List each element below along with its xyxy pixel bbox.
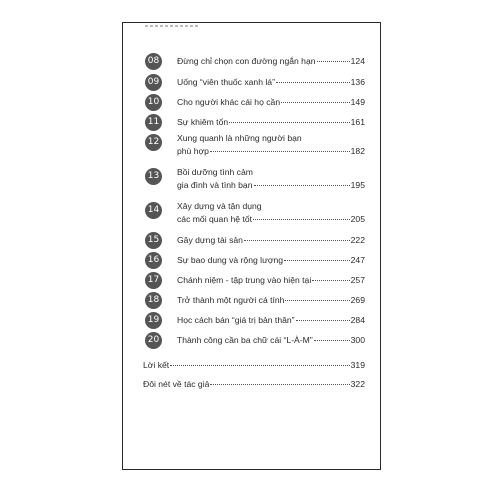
chapter-title: Đừng chỉ chọn con đường ngắn hạn bbox=[177, 56, 316, 66]
dot-leader bbox=[296, 320, 350, 321]
chapter-title: Chánh niệm - tập trung vào hiện tại bbox=[177, 275, 312, 285]
chapter-title: Học cách bán “giá trị bản thân” bbox=[177, 315, 295, 325]
chapter-number-badge: 14 bbox=[145, 202, 162, 219]
toc-line bbox=[177, 295, 365, 305]
chapter-number-badge: 12 bbox=[145, 134, 162, 151]
chapter-title: Sự khiêm tốn bbox=[177, 117, 229, 127]
toc-line bbox=[177, 275, 365, 285]
chapter-number-badge: 08 bbox=[145, 53, 162, 70]
chapter-number-badge: 19 bbox=[145, 312, 162, 329]
dot-leader bbox=[314, 340, 350, 341]
toc-line bbox=[177, 117, 365, 127]
chapter-title: Xung quanh là những người bạn bbox=[177, 133, 302, 143]
chapter-title: Gây dựng tài sản bbox=[177, 235, 243, 245]
chapter-title: Bồi dưỡng tình cảm bbox=[177, 167, 253, 177]
toc-line bbox=[177, 214, 365, 224]
page-number: 124 bbox=[350, 56, 365, 66]
page-number: 161 bbox=[350, 117, 365, 127]
chapter-number-badge: 10 bbox=[145, 94, 162, 111]
toc-line bbox=[177, 235, 365, 245]
chapter-number-badge: 11 bbox=[145, 114, 162, 131]
chapter-title: phù hợp bbox=[177, 146, 209, 156]
dot-leader bbox=[312, 280, 349, 281]
toc-line bbox=[177, 315, 365, 325]
toc-line bbox=[177, 77, 365, 87]
chapter-number-badge: 15 bbox=[145, 232, 162, 249]
toc-line bbox=[177, 97, 365, 107]
book-page bbox=[122, 22, 381, 470]
section-title: Lời kết bbox=[143, 360, 170, 370]
dot-leader bbox=[317, 61, 350, 62]
page-number: 322 bbox=[350, 379, 365, 389]
chapter-title: Xây dựng và tận dụng bbox=[177, 201, 262, 211]
page-number: 195 bbox=[350, 180, 365, 190]
toc-line bbox=[177, 146, 365, 156]
chapter-number-badge: 17 bbox=[145, 272, 162, 289]
page-number: 222 bbox=[350, 235, 365, 245]
chapter-number-badge: 13 bbox=[145, 168, 162, 185]
toc-extra-entry[interactable] bbox=[143, 360, 365, 370]
section-title: Đôi nét về tác giả bbox=[143, 379, 210, 389]
chapter-title: gia đình và tình bạn bbox=[177, 180, 253, 190]
dot-leader bbox=[285, 300, 349, 301]
cropped-header-text bbox=[145, 25, 200, 28]
dot-leader bbox=[244, 240, 350, 241]
page-number: 182 bbox=[350, 146, 365, 156]
page-number: 149 bbox=[350, 97, 365, 107]
page-number: 269 bbox=[350, 295, 365, 305]
chapter-title: Trở thành một người cá tính bbox=[177, 295, 285, 305]
dot-leader bbox=[210, 151, 350, 152]
toc-line bbox=[177, 133, 365, 143]
page-number: 257 bbox=[350, 275, 365, 285]
dot-leader bbox=[253, 219, 350, 220]
chapter-number-badge: 20 bbox=[145, 332, 162, 349]
page-number: 319 bbox=[350, 360, 365, 370]
dot-leader bbox=[281, 102, 350, 103]
chapter-number-badge: 16 bbox=[145, 252, 162, 269]
chapter-number-badge: 09 bbox=[145, 74, 162, 91]
toc-line bbox=[177, 335, 365, 345]
toc-extra-entry[interactable] bbox=[143, 379, 365, 389]
page-number: 247 bbox=[350, 255, 365, 265]
chapter-number-badge: 18 bbox=[145, 292, 162, 309]
dot-leader bbox=[229, 122, 350, 123]
chapter-title: các mối quan hệ tốt bbox=[177, 214, 253, 224]
page-number: 136 bbox=[350, 77, 365, 87]
toc-line bbox=[177, 56, 365, 66]
toc-line bbox=[177, 180, 365, 190]
dot-leader bbox=[170, 365, 349, 366]
chapter-title: Cho người khác cái họ cần bbox=[177, 97, 281, 107]
page-number: 205 bbox=[350, 214, 365, 224]
toc-line bbox=[177, 201, 365, 211]
chapter-title: Sự bao dung và rộng lượng bbox=[177, 255, 284, 265]
dot-leader bbox=[210, 384, 349, 385]
dot-leader bbox=[276, 82, 350, 83]
dot-leader bbox=[284, 260, 350, 261]
chapter-title: Uống “viên thuốc xanh lá” bbox=[177, 77, 275, 87]
toc-line bbox=[177, 255, 365, 265]
dot-leader bbox=[254, 185, 350, 186]
toc-line bbox=[177, 167, 365, 177]
chapter-title: Thành công cần ba chữ cái “L-À-M” bbox=[177, 335, 313, 345]
page-number: 300 bbox=[350, 335, 365, 345]
page-number: 284 bbox=[350, 315, 365, 325]
